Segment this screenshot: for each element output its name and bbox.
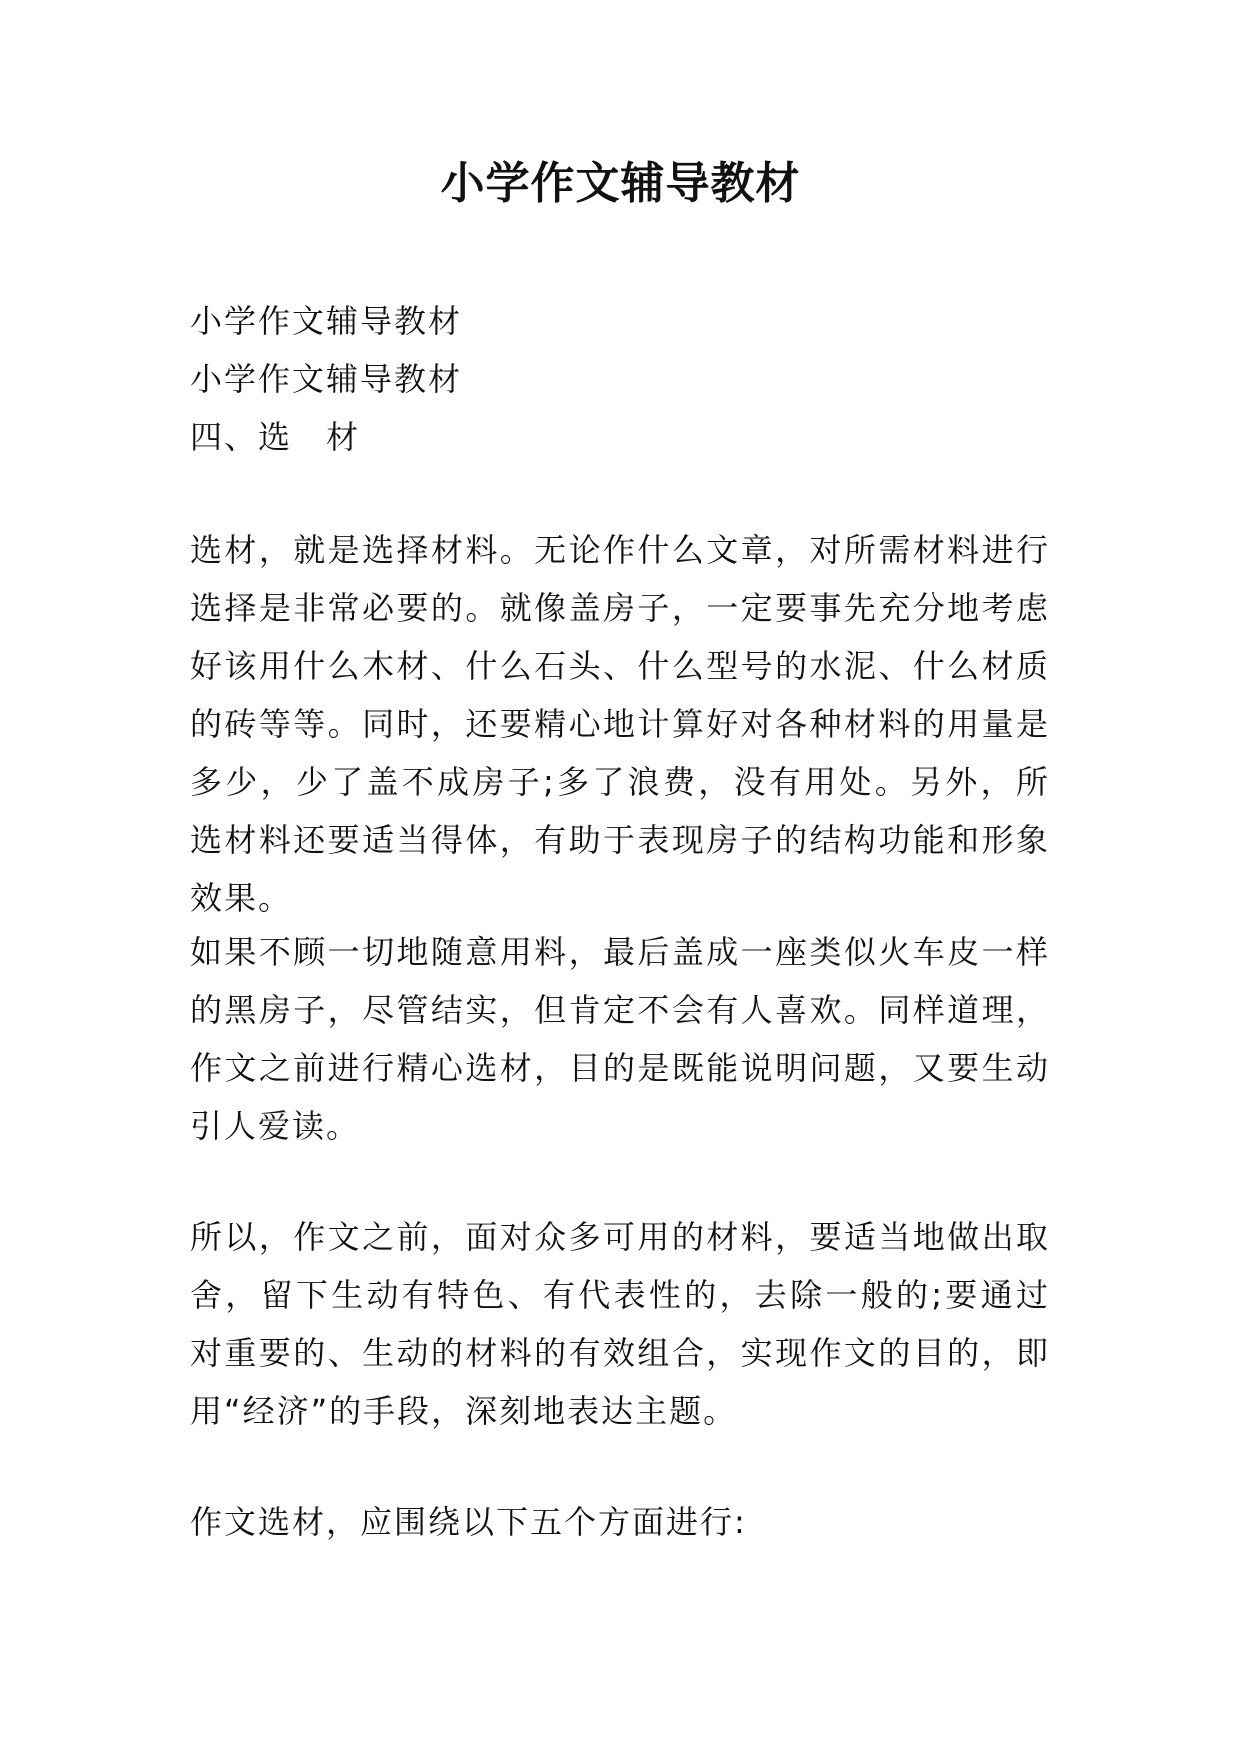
section-heading: 四、选 材 xyxy=(190,418,361,456)
header-line: 小学作文辅导教材 xyxy=(190,360,463,398)
header-lines xyxy=(190,292,1050,466)
paragraph: 如果不顾一切地随意用料，最后盖成一座类似火车皮一样的黑房子，尽管结实，但肯定不会有人喜欢。同样道理，作文之前进行精心选材，目的是既能说明问题，又要生动引人爱读。 xyxy=(190,933,1050,1145)
paragraph: 作文选材，应围绕以下五个方面进行: xyxy=(190,1503,747,1541)
header-line: 小学作文辅导教材 xyxy=(190,302,463,340)
document-title: 小学作文辅导教材 xyxy=(440,158,801,209)
paragraph: 所以，作文之前，面对众多可用的材料，要适当地做出取舍，留下生动有特色、有代表性的，去除一般的;要通过对重要的、生动的材料的有效组合，实现作文的目的，即用“经济”的手段，深刻地表达主题。 xyxy=(190,1218,1050,1430)
paragraph: 选材，就是选择材料。无论作什么文章，对所需材料进行选择是非常必要的。就像盖房子，一定要事先充分地考虑好该用什么木材、什么石头、什么型号的水泥、什么材质的砖等等。同时，还要精心地计算好对各种材料的用量是多少，少了盖不成房子;多了浪费，没有用处。另外，所选材料还要适当得体，有助于表现房子的结构功能和形象效果。 xyxy=(190,531,1050,917)
